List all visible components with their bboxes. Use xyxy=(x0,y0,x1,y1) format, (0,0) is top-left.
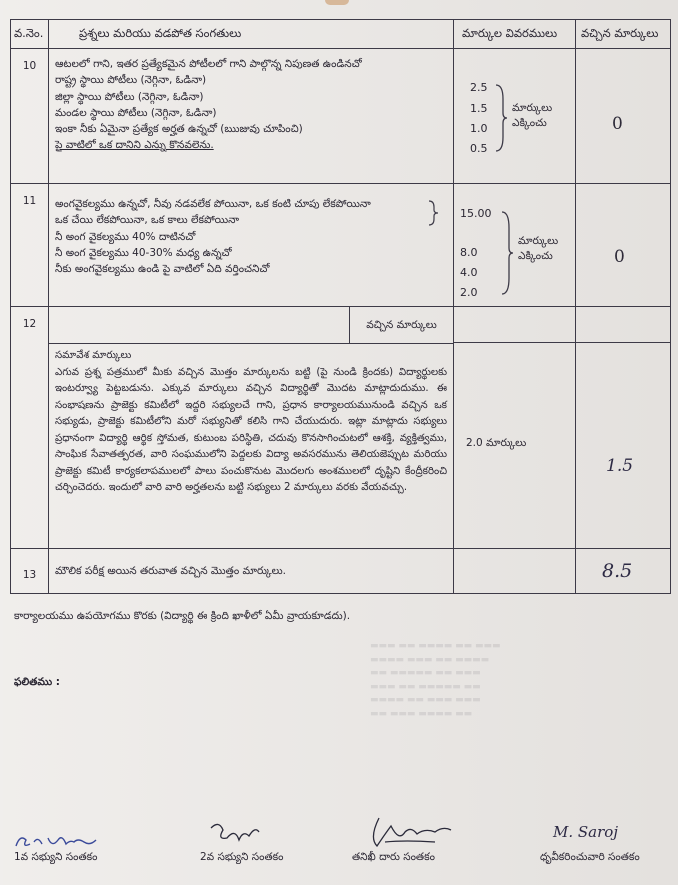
interview-paragraph: ఎగువ ప్రశ్న పత్రములో మీకు వచ్చిన మొత్తం మార్కులను బట్టి (పై నుండి క్రిందకు) విద్యార్థులకు ఇంటర్వ్యూ పెట్టబడును. ఎక్కువ మార్కులు వచ్చిన విద్యార్థితో మొదట మాట్లాదుదుము. ఈ సంభాషణను ప్రాజెక్టు కమిటీలో ఇద్దరి సభ్యులచే గాని, ప్రధాన కార్యాలయమునుండి వచ్చిన ఒక సభ్యుడు, ప్రాజెక్టు కమిటీలోని మరో సభ్యునితో కలిసి గాని చేయుదురు. ఇట్లా మాట్లాదు సభ్యులు ప్రధానంగా విద్యార్థి ఆర్థిక స్తోమత, కుటుంబ పరిస్థితి, చదువు కొనసాగించుటలో ఆశక్తి, వ్యక్తిత్వము, సాంఘిక సేవాతత్పరత, వారి సంఘములోని పెద్దలకు విద్యా అవసరమును తెలియజెప్పుట మరియు ప్రాజెక్టు కమిటీ కార్యకలాపములలో పాలు పంచుకొనుట మొదలగు అంశములలో దృష్టిని కేంద్రీకరించి చర్చించెదరు. ఇందులో వారి వారి అర్హతలను బట్టి సభ్యులు 2 మార్కులు వరకు వేయవచ్చు. xyxy=(55,366,447,494)
marks-cell-empty xyxy=(454,307,576,343)
total-text: మౌలిక పరీక్ష అయిన తరువాత వచ్చిన మొత్తం మార్కులు. xyxy=(49,549,454,594)
page-top-mark xyxy=(325,0,349,5)
question-line: మండల స్థాయి పోటీలు (నెగ్గినా, ఓడినా) xyxy=(55,106,217,119)
signature-4-handwriting: M. Saroj xyxy=(553,823,618,841)
section-title: సమావేశ మార్కులు xyxy=(55,350,132,361)
signature-label-inspector: తనిఖీ దారు సంతకం xyxy=(352,851,435,863)
brace-icon xyxy=(494,83,508,153)
signature-3-scribble xyxy=(365,812,455,852)
brace-label: మార్కులు xyxy=(512,102,553,114)
brace-label: ఎక్కించు xyxy=(512,117,547,130)
signature-2-scribble xyxy=(205,818,265,852)
question-cell xyxy=(49,49,454,184)
question-line: పై వాటిలో ఒక దానిని ఎన్ను కొనవలెను. xyxy=(55,139,214,152)
question-cell xyxy=(49,184,454,307)
mark-value: 2.5 xyxy=(470,81,488,94)
table-row-12-header xyxy=(11,307,671,343)
header-marks-obtained: వచ్చిన మార్కులు xyxy=(576,20,671,49)
obtained-marks-label: వచ్చిన మార్కులు xyxy=(366,318,437,331)
mark-value: 15.00 xyxy=(460,207,492,220)
header-questions: ప్రశ్నలు మరియు వడపోత సంగతులు xyxy=(49,20,454,49)
result-label: ఫలితము : xyxy=(14,676,60,688)
question-line: నీకు అంగవైకల్యము ఉండి పై వాటిలో ఏది వర్తించనిచో xyxy=(55,263,270,276)
obtained-cell xyxy=(576,49,671,184)
office-use-note: కార్యాలయము ఉపయోగము కొరకు (విద్యార్థి ఈ క్రింది ఖాళీలో ఏమీ వ్రాయకూడదు). xyxy=(14,610,351,622)
brace-icon xyxy=(428,200,440,226)
obtained-handwritten: 1.5 xyxy=(606,456,634,476)
question-line: నీ అంగ వైకల్యము 40-30% మధ్య ఉన్నచో xyxy=(55,246,232,259)
question-line: ఇంకా నీకు ఏమైనా ప్రత్యేక అర్హత ఉన్నచో (ఋజువు చూపించి) xyxy=(55,123,303,136)
total-handwritten: 8.5 xyxy=(602,560,633,582)
mark-value: 2.0 xyxy=(460,286,478,299)
brace-label: మార్కులు xyxy=(518,235,559,247)
mark-value: 0.5 xyxy=(470,142,488,155)
marks-cell xyxy=(454,184,576,307)
question-line: అంగవైకల్యము ఉన్నచో, నీవు నడవలేక పోయినా, ఒక కంటి చూపు లేకపోయినా xyxy=(55,198,371,210)
brace-label: ఎక్కించు xyxy=(518,250,553,263)
question-line: నీ అంగ వైకల్యము 40% దాటినచో xyxy=(55,230,196,243)
brace-icon xyxy=(500,210,514,296)
table-row-10 xyxy=(11,49,671,184)
question-cell xyxy=(49,307,454,549)
signature-label-verifier: ధృవీకరించువారి సంతకం xyxy=(540,851,640,863)
obtained-cell-empty xyxy=(576,307,671,343)
obtained-handwritten: 0 xyxy=(612,114,623,134)
signature-label-member-1: 1వ సభ్యుని సంతకం xyxy=(14,851,98,863)
mark-value: 1.5 xyxy=(470,102,488,115)
mark-value: 8.0 xyxy=(460,246,478,259)
table-row-13 xyxy=(11,549,671,594)
mark-value: 4.0 xyxy=(460,266,478,279)
marks-form-table xyxy=(10,19,671,594)
question-line: రాష్ట్ర స్థాయి పోటీలు (నెగ్గినా, ఓడినా) xyxy=(55,74,207,87)
row-number: 13 xyxy=(11,549,49,594)
obtained-cell xyxy=(576,549,671,594)
marks-cell xyxy=(454,343,576,549)
row-number: 11 xyxy=(11,184,49,307)
question-line: ఒక చేయి లేకపోయినా, ఒక కాలు లేకపోయినా xyxy=(55,214,240,227)
table-row-11 xyxy=(11,184,671,307)
signature-label-member-2: 2వ సభ్యుని సంతకం xyxy=(200,851,284,863)
obtained-handwritten: 0 xyxy=(614,247,625,267)
question-line: ఆటలలో గాని, ఇతర ప్రత్యేకమైన పోటీలలో గాని పాల్గొన్న నిపుణత ఉండినచో xyxy=(55,58,362,70)
obtained-cell xyxy=(576,184,671,307)
row-number: 12 xyxy=(11,307,49,549)
question-line: జిల్లా స్థాయి పోటీలు (నెగ్గినా, ఓడినా) xyxy=(55,90,204,103)
mark-value: 2.0 మార్కులు xyxy=(466,437,527,449)
mark-value: 1.0 xyxy=(470,122,488,135)
marks-cell xyxy=(454,49,576,184)
header-marks-details: మార్కుల వివరములు xyxy=(454,20,576,49)
bleedthrough-texture: ▬▬▬ ▬▬ ▬▬▬▬ ▬▬ ▬▬▬ ▬▬▬▬ ▬▬▬ ▬▬ ▬▬▬▬ ▬▬ ▬▬▬▬▬ ▬▬ ▬▬▬ ▬▬▬ ▬▬ ▬▬▬▬▬ ▬▬ ▬▬▬▬ ▬▬ ▬▬▬ ▬▬▬ ▬▬ ▬▬▬ ▬▬▬▬ ▬▬ xyxy=(370,641,501,719)
marks-cell-empty xyxy=(454,549,576,594)
header-serial-no: వ.నెం. xyxy=(11,20,49,49)
row-number: 10 xyxy=(11,49,49,184)
obtained-cell xyxy=(576,343,671,549)
table-header-row xyxy=(11,20,671,49)
